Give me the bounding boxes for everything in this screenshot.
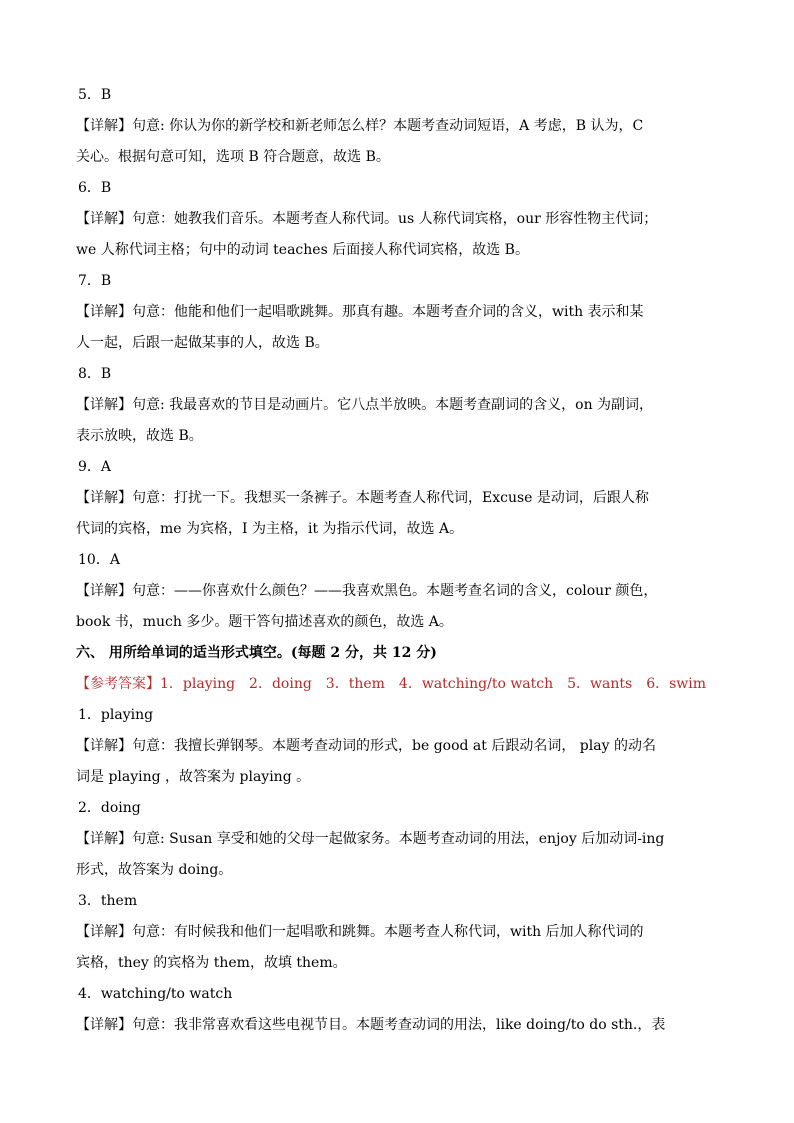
explanation-line: 【详解】句意：有时候我和他们一起唱歌和跳舞。本题考查人称代词，with 后加人称代词的 [76,924,644,940]
explanation-line: 【详解】句意：打扰一下。我想买一条裤子。本题考查人称代词，Excuse 是动词，后跟人称 [76,490,649,506]
explanation-line: 【详解】句意：他能和他们一起唱歌跳舞。那真有趣。本题考查介词的含义，with 表示和某 [76,304,644,320]
question-number: 8．B [78,366,112,382]
explanation-line: 【详解】句意: 我最喜欢的节目是动画片。它八点半放映。本题考查副词的含义，on 为副词， [76,397,654,413]
explanation-line: 人一起，后跟一起做某事的人，故选 B。 [76,335,329,351]
explanation-line: 形式，故答案为 doing。 [76,862,233,878]
explanation-line: 【详解】句意：我非常喜欢看这些电视节目。本题考查动词的用法，like doing/to do sth.，表 [76,1017,666,1033]
question-number: 5．B [78,87,112,103]
explanation-line: 宾格，they 的宾格为 them，故填 them。 [76,955,347,971]
explanation-line: 【详解】句意：她教我们音乐。本题考查人称代词。us 人称代词宾格，our 形容性物主代词； [76,211,658,227]
question-number: 6．B [78,180,112,196]
question-number: 9．A [78,459,112,475]
reference-answer: 【参考答案】1．playing 2．doing 3．them 4．watching/to watch 5．wants 6．swim [76,676,707,692]
explanation-line: 【详解】句意: 你认为你的新学校和新老师怎么样？本题考查动词短语，A 考虑，B 认为，C [76,118,644,134]
explanation-line: 关心。根据句意可知，选项 B 符合题意，故选 B。 [76,149,390,165]
explanation-line: 词是 playing ，故答案为 playing 。 [76,769,311,785]
explanation-line: 【详解】句意: Susan 享受和她的父母一起做家务。本题考查动词的用法，enjoy 后加动词-ing [76,831,665,847]
explanation-line: 【详解】句意：我擅长弹钢琴。本题考查动词的形式，be good at 后跟动名词， play 的动名 [76,738,656,754]
question-number: 10．A [78,552,120,568]
question-number: 4．watching/to watch [78,986,233,1002]
explanation-line: 代词的宾格，me 为宾格，I 为主格，it 为指示代词，故选 A。 [76,521,464,537]
question-number: 3．them [78,893,138,909]
explanation-line: 【详解】句意：——你喜欢什么颜色？——我喜欢黑色。本题考查名词的含义，colour 颜色， [76,583,658,599]
section-heading: 六、 用所给单词的适当形式填空。(每题 2 分，共 12 分) [76,645,437,661]
document-content [76,80,718,1041]
question-number: 2．doing [78,800,141,816]
question-number: 7．B [78,273,112,289]
explanation-line: 表示放映，故选 B。 [76,428,203,444]
question-number: 1．playing [78,707,154,723]
explanation-line: we 人称代词主格；句中的动词 teaches 后面接人称代词宾格，故选 B。 [76,242,529,258]
explanation-line: book 书，much 多少。题干答句描述喜欢的颜色，故选 A。 [76,614,453,630]
